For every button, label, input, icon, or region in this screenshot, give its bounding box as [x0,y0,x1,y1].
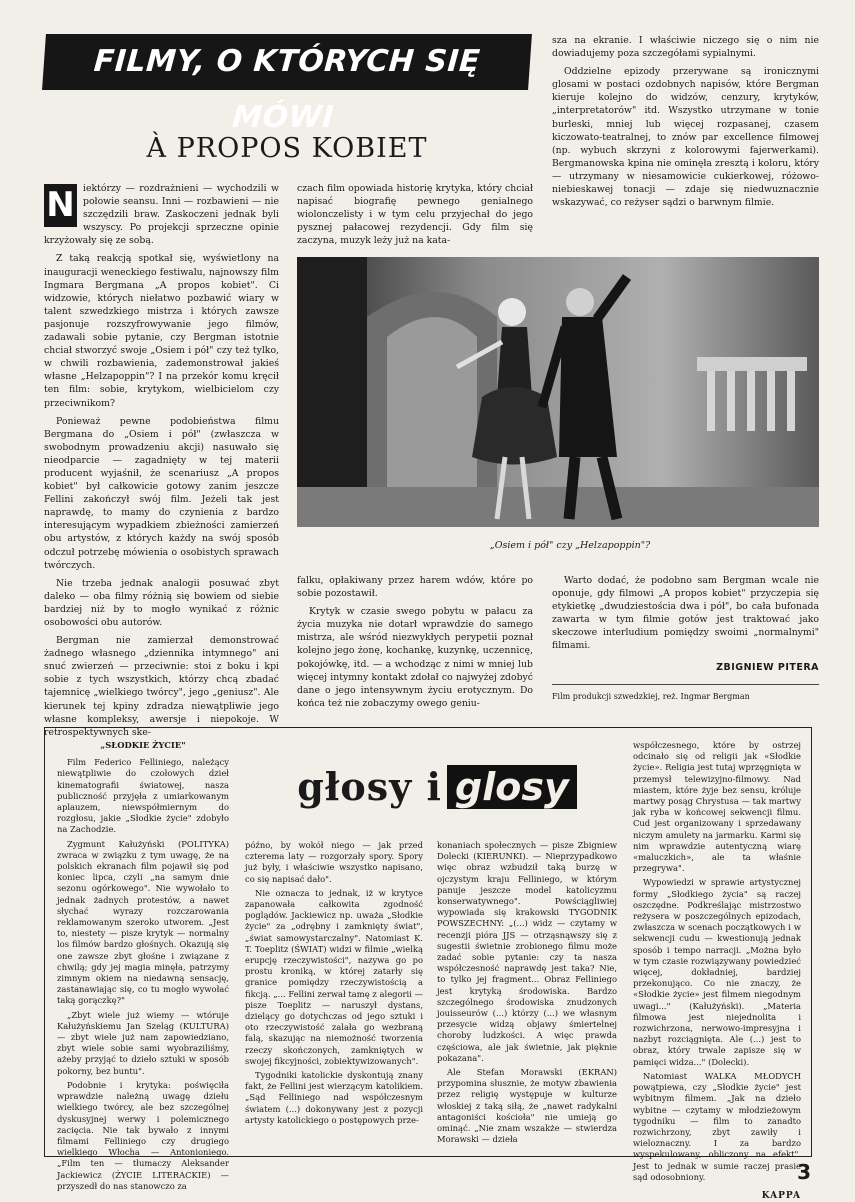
roundup-paragraph: Film Federico Felliniego, należący niewątpliwie do czołowych dzieł kinematografii światowej, nasza publiczność przyjęła z umiarkowanym aplauzem, niewspółmiernym do rozgłosu, jakie „Słodkie życie" zdobyło na Zachodzie. [57,757,229,835]
roundup-paragraph: Wypowiedzi w sprawie artystycznej formy „Słodkiego życia" są raczej oszczędne. Podkreślając mistrzostwo reżysera w poszczególnych epizodach, zwłaszcza w scenach początkowych i w sekwencji cudu — kwestionują jednak sposób i tempo narracji. „Można było w tym czasie rozwiązywany powiedzieć więcej, dokładniej, bardziej przekonująco. Co nie znaczy, że «Słodkie życie» jest filmem niegodnym uwagi..." (Kałużyński). „Materia filmowa jest niejednolita i rozwichrzona, nerwowo-impresyjna i nazbyt rozciągnięta. Ale (...) jest to obraz, który trwale zapisze się w pamięci widza..." (Dolecki). [633,877,801,1067]
film-still-photo [297,257,819,527]
article-headline: À PROPOS KOBIET [146,133,428,164]
article-paragraph: iektórzy — rozdrażnieni — wychodzili w połowie seansu. Inni — rozbawieni — nie szczędzili braw. Zaskoczeni jednak byli wszyscy. Po projekcji sprzeczne opinie krzyżowały się ze sobą. [44,183,279,247]
roundup-column-4 [633,740,801,1202]
roundup-author: KAPPA [761,1190,801,1201]
article-paragraph: Oddzielne epizody przerywane są ironicznymi glosami w postaci ozdobnych napisów, które Bergman kieruje kolejno do widzów, cenzury, krytyków, „interpretatorów" itd. Wszystko utrzymane w tonie burleski, mniej lub więcej rozpasanej, czasem kiczowato-teatralnej, to znów par excellence filmowej (np. wybuch skrzyni z kolorowymi fajerwerkami). Bergmanowska kpina nie ominęła zresztą i koloru, który — utrzymany w niesamowicie cukierkowej, różowo-niebieskawej tonacji — zdaje się niedwuznacznie wskazywać, co reżyser sądzi o barwnym filmie. [552,66,819,209]
article-column-2-top [297,182,533,252]
article-column-2-bottom [297,574,533,715]
article-column-3-bottom [552,574,819,703]
roundup-paragraph: konaniach społecznych — pisze Zbigniew Dolecki (KIERUNKI). — Nieprzypadkowo więc obraz wzbudził taką burzę w ojczystym kraju Felliniego, w którym panuje jeszcze model katolicyzmu konserwatywnego". Powściągliwiej wypowiada się krakowski TYGODNIK POWSZECHNY: „(...) widz — czytamy w recenzji pióra JJS — otrząsnąwszy się z sugestii świetnie zrobionego filmu może zadać sobie pytanie: czy ta nasza współczesność naprawdę jest taka? Nie, to tylko jej fragment... Obraz Felliniego jest krytyką środowiska. Bardzo szczególnego środowiska znudzonych jouisseurów (...) którzy (...) we własnym przesycie widzą objawy śmiertelnej choroby ludzkości. A więc prawda częściowa, ale jak świetnie, jak pięknie pokazana". [437,840,617,1063]
roundup-title-part1: głosy i [297,764,442,809]
article-paragraph: Ponieważ pewne podobieństwa filmu Bergmana do „Osiem i pół" (zwłaszcza w swobodnym prowadzeniu akcji) nasuwało się nieodparcie — zagadnięty w tej materii producent wyjaśnił, że scenariusz „A propos kobiet" był całkowicie gotowy zanim jeszcze Fellini zakończył swój film. Jeżeli tak jest naprawdę, to mamy do czynienia z bardzo interesującym wypadkiem zbieżności zamierzeń obu artystów, z których każdy na swój sposób odczuł potrzebę mówienia o osobistych sprawach twórczych. [44,415,279,571]
roundup-paragraph: Zygmunt Kałużyński (POLITYKA) zwraca w związku z tym uwagę, że na polskich ekranach film pojawił się pod koniec lipca, czyli „na samym dnie sezonu ogórkowego". Nie wywołało to jednak żadnych protestów, a nawet słychać wyrazy rozczarowania reklamowanym szeroko utworem. „Jest to, niestety — pisze krytyk — normalny los filmów bardzo głośnych. Okazują się one zawsze zbyt głośne i związane z chwilą; gdy jej magia minęła, patrzymy zimnym okiem na niedawną sensację, zastanawiając się, co tu mogło wywołać taką gorączkę?" [57,838,229,1006]
roundup-paragraph: Nie oznacza to jednak, iż w krytyce zapanowała całkowita zgodność poglądów. Jackiewicz np. uważa „Słodkie życie" za „odrębny i zamknięty świat", „świat samowystarczalny". Natomiast K. T. Toeplitz (ŚWIAT) widzi w filmie „wielką erupcję rzeczywistości", nazywa go po prostu kroniką, w której zatarły się granice pomiędzy rzeczywistością a fikcją. „... Fellini zerwał tamę z alegorii — pisze Toeplitz — naruszył dystans, dzielący go dotychczas od jego sztuki i oto rzeczywistość zalała go wezbraną falą, skazując na niemożność tworzenia rzeczy skończonych, zamkniętych w swojej fikcyjności, zobiektywizowanych". [245,887,423,1066]
roundup-column-2 [245,840,423,1129]
roundup-paragraph: Ale Stefan Morawski (EKRAN) przypomina słusznie, że motyw zbawienia przez religię występuje w kulturze włoskiej z taką siłą, że „nawet radykalni antagoniści kościoła" nie umieją go ominąć. „Nie znam wszakże — stwierdza Morawski — dzieła [437,1067,617,1145]
roundup-paragraph: Podobnie i krytyka: poświęciła wprawdzie należną uwagę dziełu wielkiego twórcy, ale bez szczególnej dyskusyjnej werwy i polemicznego zacięcia. Nie tak bywało z innymi filmami Felliniego czy drugiego wielkiego Włocha — Antonioniego. „Film ten — tłumaczy Aleksander Jackiewicz (ŻYCIE LITERACKIE) — przyszedł do nas stanowczo za [57,1079,229,1191]
article-paragraph: falku, opłakiwany przez harem wdów, które po sobie pozostawił. [297,575,533,600]
photo-caption: „Osiem i pół" czy „Helzapoppin"? [489,540,651,551]
section-banner: FILMY, O KTÓRYCH SIĘ MÓWI [42,34,532,90]
article-paragraph: sza na ekranie. I właściwie niczego się o nim nie dowiadujemy poza szczegółami sypialnymi. [552,35,819,60]
article-paragraph: Nie trzeba jednak analogii posuwać zbyt daleko — oba filmy różnią się bowiem od siebie bardziej niż by to mogło wynikać z różnic osobowości obu autorów. [44,577,279,628]
roundup-paragraph: Tygodniki katolickie dyskontują znany fakt, że Fellini jest wierzącym katolikiem. „Sąd Felliniego nad współczesnym światem (...) dokonywany jest z pozycji artysty katolickiego o postępowych prze- [245,1070,423,1125]
article-paragraph: Bergman nie zamierzał demonstrować żadnego własnego „dziennika intymnego" ani snuć zwierzeń — przeciwnie: stoi z boku i kpi sobie z tych wszystkich, którzy chcą zbadać tajemnicę „wielkiego twórcy", jego „geniusz". Ale kierunek tej kpiny zdradza niewątpliwie jego własne kompleksy, awersje i niepokoje. W retrospektywnych ske- [44,635,279,738]
article-paragraph: Warto dodać, że podobno sam Bergman wcale nie oponuje, gdy filmowi „A propos kobiet" przyczepia się etykietkę „dwudziestościa dwa i pół", bo cała bufonada zawarta w tym filmie gotów jest traktować jako skeczowe interludium pomiędzy swoimi „normalnymi" filmami. [552,575,819,652]
article-column-3-top [552,34,819,214]
article-paragraph: czach film opowiada historię krytyka, który chciał napisać biografię pewnego genialnego wiolonczelisty i w tym celu przyjechał do jego pysznej pałacowej rezydencji. Gdy film się zaczyna, muzyk leży już na kata- [297,183,533,247]
roundup-paragraph: Natomiast WALKA MŁODYCH powątpiewa, czy „Słodkie życie" jest wybitnym filmem. „Jak na dzieło wybitne — czytamy w młodzieżowym tygodniku — film to zanadto rozwichrzony, zbyt zawiły i wieloznaczny. I za bardzo wyspekulowany, obliczony na efekt". Jest to jednak w sumie raczej prasie sąd odosobniony. [633,1070,801,1182]
film-credit: Film produkcji szwedzkiej, reż. Ingmar Bergman [552,684,819,703]
roundup-title [267,764,607,809]
article-author: ZBIGNIEW PITERA [716,661,819,673]
roundup-paragraph: „Zbyt wiele już wiemy — wtóruje Kałużyńskiemu Jan Szeląg (KULTURA) — zbyt wiele już nam zapowiedziano, zbyt wiele sobie sami wyobraziliśmy, ażeby przyjąć to dzieło sztuki w sposób pokorny, bez buntu". [57,1009,229,1076]
roundup-paragraph: współczesnego, które by ostrzej odcinało się od religii jak «Słodkie życie». Religia jest tutaj wprzęgnięta w przemysł telewizyjno-filmowy. Nad miastem, które żyje bez sensu, króluje martwy posąg Chrystusa — tak martwy jak ryba w końcowej sekwencji filmu. Cud jest organizowany i sprzedawany niczym amulety na jarmarku. Karmi się nim wprawdzie autentyczną wiarę «maluczkich», ale ta właśnie przegrywa". [633,740,801,874]
roundup-title-part2: glosy [447,765,577,809]
article-paragraph: Z taką reakcją spotkał się, wyświetlony na inauguracji weneckiego festiwalu, najnowszy film Ingmara Bergmana „A propos kobiet". Ci widzowie, których niełatwo pozbawić wiary w talent szwedzkiego mistrza i których zawsze pasjonuje rozszyfrowywanie jego filmów, zadawali sobie pytanie, czy Bergman istotnie chciał stworzyć swoje „Osiem i pół" czy też tylko, w chwili rozbawienia, zademonstrował jakieś własne „Helzapoppin"? I na przekór komu kręcił ten film: sobie, krytykom, wielbicielom czy przeciwnikom? [44,253,279,409]
roundup-column-1 [57,740,229,1195]
film-still-image [297,257,819,527]
page-number: 3 [797,1160,811,1184]
reviews-roundup-box [44,727,812,1201]
roundup-subtitle: „SŁODKIE ŻYCIE" [100,740,186,750]
roundup-column-3 [437,840,617,1148]
roundup-paragraph: późno, by wokół niego — jak przed czterema laty — rozgorzały spory. Spory już były, i właściwie wszystko napisano, co się napisać dało". [245,840,423,884]
article-column-1 [44,182,279,744]
article-paragraph: Krytyk w czasie swego pobytu w pałacu za życia muzyka nie dotarł wprawdzie do samego mistrza, ale wśród niezwykłych perypetii poznał kolejno jego żonę, kochankę, kuzynkę, uczennicę, pokojówkę, itd. — a wchodząc z nimi w mniej lub więcej intymny kontakt zdołał co najwyżej zdobyć dane o jego intensywnym życiu erotycznym. Do końca też nie zobaczymy owego geniu- [297,606,533,709]
drop-cap: N [44,184,77,227]
